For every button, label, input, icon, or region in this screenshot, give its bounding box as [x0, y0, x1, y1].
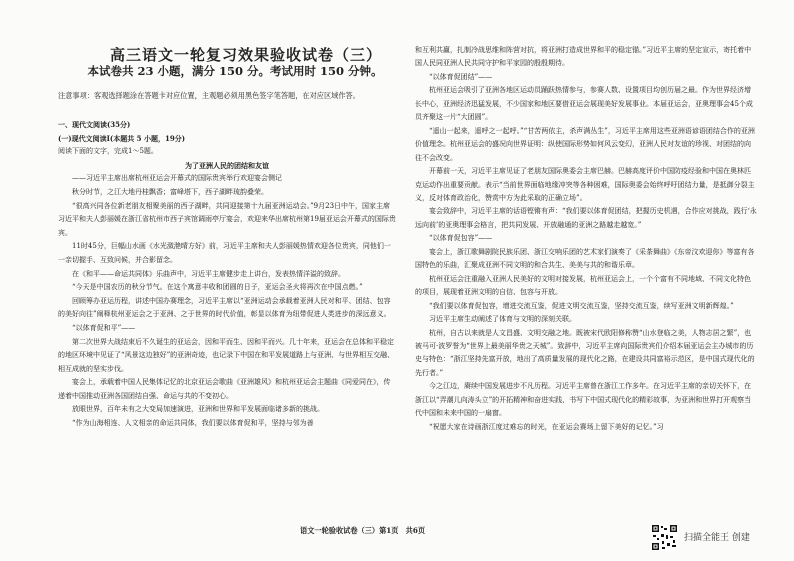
article-paragraph: 在《和平——命运共同体》乐曲声中，习近平主席健步走上讲台，发表热情洋溢的致辞。: [72, 269, 345, 278]
subsection-heading: (一)现代文阅读Ⅰ(本题共 5 小题，19分): [58, 133, 186, 143]
reading-instruction: 阅读下面的文字，完成1～5题。: [58, 147, 158, 156]
article-paragraph: “以体育促包容”——: [429, 234, 493, 243]
scanner-watermark: 扫描全能王 创建: [684, 533, 750, 543]
article-paragraph: 杭州亚运会注重融入亚洲人民美好的文明对接发展，杭州亚运会上，一个个富有不同地域、不同文化特色的项目，展现着亚洲文明的自信、包容与开放。: [415, 274, 751, 297]
article-paragraph: 宴会致辞中，习近平主席的话语铿锵有声：“我们要以体育促团结，把握历史机遇，合作应对挑战，践行‘永远向前’的亚奥理事会格言，把共同发展、开放融通的亚洲之路越走越宽。”: [415, 207, 757, 229]
page-footer: 语文一轮验收试卷（三）第1页 共6页: [300, 526, 426, 535]
article-paragraph: 杭州亚运会吸引了亚洲各地区运动员踊跃热情参与，参赛人数、设置项目均创历届之最。作为世界经济增长中心，亚洲经济迅猛发展，不少国家和地区要借亚运会展现美好发展事业。本届亚运会，亚奥理事会45个成员齐聚这一片“大团圆”。: [415, 86, 753, 122]
article-paragraph: 回顾筹办亚运历程，讲述中国办赛理念，习近平主席以“亚洲运动会承载着亚洲人民对和平、团结、包容的美好向往”阐释杭州亚运会之于亚洲、之于世界的时代价值，彰显以体育为纽带促进人类进步的深远意义。: [58, 296, 391, 319]
qr-code-icon: [651, 524, 678, 551]
article-paragraph: 习近平主席生动阐述了体育与文明的深刻关联。: [429, 315, 576, 324]
section-heading: 一、现代文阅读(35分): [58, 120, 131, 129]
article-paragraph: 和互利共赢，扎制冷战思维和阵营对抗，将亚洲打造成世界和平的稳定锚。”习近平主席的坚定宣示，寄托着中国人民同亚洲人民共同守护和平家园的殷殷期待。: [415, 46, 752, 68]
article-paragraph: “以体育促和平”——: [72, 323, 136, 332]
article-paragraph: 今之江边，赓续中国发展进步不凡历程。习近平主席曾在浙江工作多年。在习近平主席的亲切关怀下，在浙江以“弄潮儿向涛头立”的开拓精神和奋进实践，书写下中国式现代化的精彩故事，为亚洲和世界打开观察当代中国和未来中国的一扇窗。: [415, 382, 752, 418]
exam-notice: 注意事项：客观选择题涂在答题卡对应位置，主观题必须用黑色签字笔答题，在对应区域作答。: [58, 91, 360, 100]
article-paragraph: 宴会上，承载着中国人民集体记忆的北京亚运会歌曲《亚洲雄风》和杭州亚运会主题曲《同爱同在》，传递着中国推动亚洲各国团结自强、命运与共的不变初心。: [58, 378, 391, 400]
article-subtitle: ——习近平主席出席杭州亚运会开幕式的国际贵宾举行欢迎宴会侧记: [72, 174, 282, 183]
article-paragraph: “我们要以体育促包容，增进交流互鉴，促进文明交流互鉴，坚持交流互鉴，续写亚洲文明新辉煌。”: [429, 301, 734, 310]
article-title: 为了亚洲人民的团结和友谊: [185, 160, 269, 170]
article-paragraph: “很高兴同各位新老朋友相聚美丽的西子湖畔，共同迎接第十九届亚洲运动会。”9月23日中午，国家主席习近平和夫人彭丽媛在浙江省杭州市西子宾馆调雨亭厅宴会，欢迎来华出席杭州第19届亚运会开幕式的国际贵宾。: [58, 201, 396, 237]
left-column: [58, 118, 396, 431]
article-paragraph: 开幕前一天，习近平主席见证了老朋友国际奥委会主席巴赫。巴赫高度评价中国防疫经验和中国在奥林匹克运动作出重要贡献。表示“当前世界面临地缘冲突等各种困难，国际奥委会始终呼吁团结力量，是抵御分裂主义，反对体育政治化，赞赏中方为此采取的正确立场”。: [415, 167, 755, 202]
article-paragraph: “作为山海相连、人文相亲的命运共同体，我们要以体育促和平，坚持与邻为善: [72, 419, 314, 428]
article-paragraph: 秋分时节，之江大地丹桂飘香；富峰塔下，西子湖畔琉韵叠荣。: [72, 187, 268, 196]
article-paragraph: 11时45分，巨幅山水画《水光潋滟晴方好》前，习近平主席和夫人彭丽媛热情欢迎各位贵宾，同他们一一亲切握手、互致问候，并合影留念。: [58, 242, 391, 264]
article-paragraph: 第二次世界大战结束后不久诞生的亚运会，因和平而生、因和平而兴。几十年来，亚运会在总体和平稳定的地区环境中见证了“风景这边独好”的亚洲奇迹，也记录下中国在和平发展道路上与亚洲、与世界相互交融、相互成就的坚实步伐。: [58, 337, 395, 373]
article-paragraph: “遥山一起来，遥呼之一起呼。”“甘苦两依主，杀声满丛生”，习近平主席用这些亚洲语谚语团结合作的亚洲价值理念。杭州亚运会的盛况向世界证明：纵使国际形势如何风云变幻，亚洲人民对友谊的珍视、对团结的向往不会改变。: [415, 126, 755, 162]
exam-title: 高三语文一轮复习效果验收试卷（三）: [109, 46, 382, 64]
article-paragraph: 放眼世界，百年未有之大变局加速演进，亚洲和世界和平发展面临诸多新的挑战。: [72, 405, 324, 414]
article-paragraph: 杭州，自古以来就是人文昌盛、文明交融之地。既被宋代欧阳修称赞“山水登临之美，人物志居之繁”，也被马可·波罗誉为“世界上最美丽华贵之天城”。致辞中，习近平主席向国际贵宾们介绍本届亚运会主办城市的历史与特色：“浙江坚持先富开放，地出了高质量发展的现代化之路，在建设共同富裕示范区，是中国式现代化的先行者。”: [415, 328, 755, 377]
exam-subtitle: 本试卷共 23 小题，满分 150 分。考试用时 150 分钟。: [87, 64, 383, 78]
article-paragraph: “祝愿大家在诗画浙江度过难忘的时光，在亚运会赛场上留下美好的记忆。”习: [429, 422, 664, 431]
right-column: [415, 44, 757, 434]
article-paragraph: “以体育促团结”——: [429, 72, 493, 81]
article-paragraph: 宴会上，浙江歌舞剧院民族乐团、浙江交响乐团的艺术家们演奏了《采茶舞曲》《东帝汶欢迎你》等富有各国特色的乐曲，汇聚成亚洲不同文明的和合共生、美美与共的和谐乐章。: [415, 247, 755, 270]
article-paragraph: “今天是中国农历的秋分节气。在这个寓意丰收和团圆的日子，亚运会圣火将再次在中国点燃。”: [72, 283, 363, 292]
